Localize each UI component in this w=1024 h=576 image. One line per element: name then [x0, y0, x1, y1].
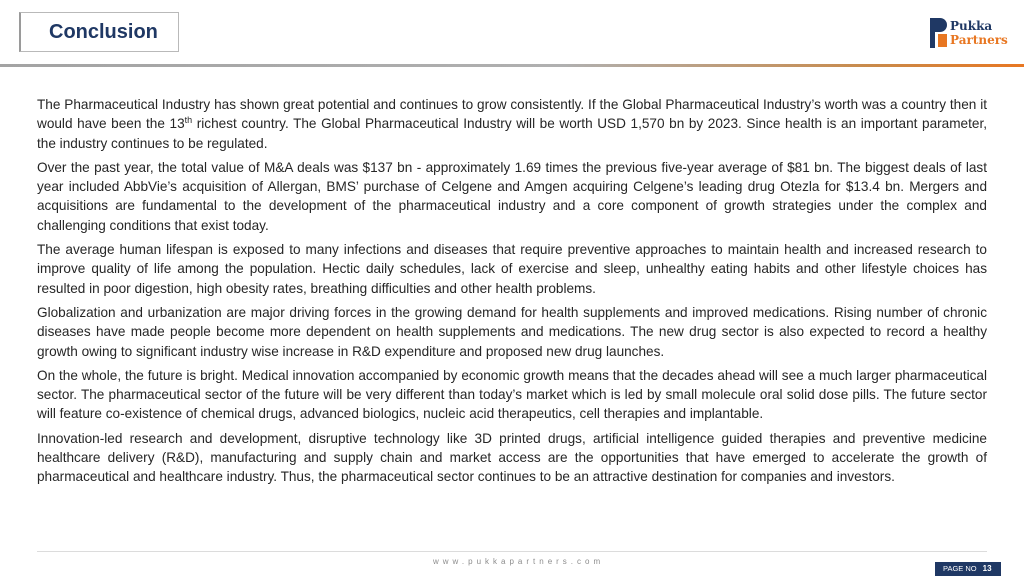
paragraph-5: On the whole, the future is bright. Medical innovation accompanied by economic growth means that the decades ahead will see a much larger pharmaceutical sector. The pharmaceutical sector of the future will be very different than today’s market which is led by small molecule oral solid dose pills. The future sector will feature co-existence of chemical drugs, advanced biologics, nucleic acid therapeutics, cell therapies and implantable.	[37, 367, 987, 422]
paragraph-6: Innovation-led research and development, disruptive technology like 3D printed drugs, artificial intelligence guided therapies and preventive medicine healthcare delivery (R&D), manufacturing and supply chain and market access are the opportunities that have emerged to accelerate the growth of pharmaceutical and healthcare industry. Thus, the pharmaceutical sector continues to be an attractive destination for companies and investors.	[37, 430, 987, 485]
logo-word-partners: Partners	[950, 33, 1008, 47]
logo-mark-icon	[930, 18, 948, 48]
paragraph-1	[37, 95, 987, 153]
logo-word-pukka: Pukka	[950, 19, 993, 33]
ordinal-superscript: th	[184, 115, 193, 126]
page-number-badge	[935, 562, 1001, 576]
paragraph-1-text-a: The Pharmaceutical Industry has shown great potential and continues to grow consistently. If the Global Pharmaceutical Industry’s worth was a country then it would have been the 13	[37, 97, 987, 132]
paragraph-1-text-b: richest country. The Global Pharmaceutical Industry will be worth USD 1,570 bn by 2023. Since health is an important parameter, the industry continues to be regulated.	[37, 116, 987, 151]
conclusion-body	[37, 95, 987, 492]
page-number: 13	[982, 564, 992, 573]
paragraph-3: The average human lifespan is exposed to many infections and diseases that require preventive approaches to maintain health and increased research to improve quality of life among the population. Hectic daily schedules, lack of exercise and sleep, unhealthy eating habits and other lifestyle choices has resulted in poor digestion, high obesity rates, breathing difficulties and other health problems.	[37, 242, 987, 296]
paragraph-4: Globalization and urbanization are major driving forces in the growing demand for health supplements and improved medications. Rising number of chronic diseases have made people become more dependent on health supplements and medications. The new drug sector is also expected to record a healthy growth owing to significant industry wise increase in R&D expenditure and proposed new drug launches.	[37, 304, 987, 359]
header-divider	[0, 64, 1024, 67]
paragraph-2: Over the past year, the total value of M&A deals was $137 bn - approximately 1.69 times the previous five-year average of $81 bn. The biggest deals of last year included AbbVie’s acquisition of Allergan, BMS’ purchase of Celgene and Amgen acquiring Celgene’s leading drug Otezla for $13.4 bn. Mergers and acquisitions are fundamental to the development of the pharmaceutical industry and a core component of growth strategies under the complex and challenging conditions that exist today.	[37, 159, 987, 233]
footer-divider	[37, 551, 987, 552]
footer-website: www.pukkapartners.com	[433, 557, 605, 566]
page-title: Conclusion	[49, 21, 158, 43]
title-frame	[19, 12, 179, 52]
page-label: PAGE NO	[943, 564, 977, 573]
